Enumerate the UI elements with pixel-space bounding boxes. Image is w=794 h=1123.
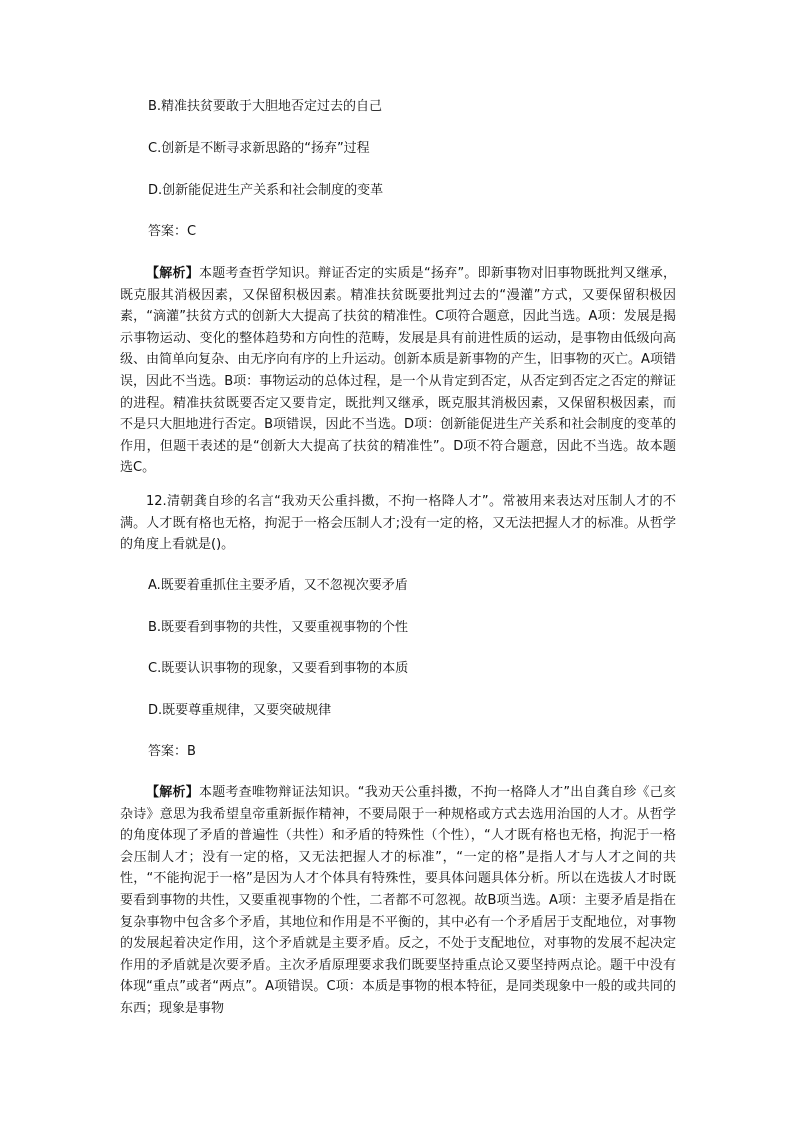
q11-analysis [120, 263, 676, 479]
q11-analysis-label: 【解析】 [146, 266, 199, 281]
q12-option-d: D.既要尊重规律，又要突破规律 [148, 703, 332, 718]
q11-option-b: B.精准扶贫要敢于大胆地否定过去的自己 [148, 99, 383, 114]
q11-option-d: D.创新能促进生产关系和社会制度的变革 [148, 183, 384, 198]
q12-analysis-label: 【解析】 [146, 785, 199, 800]
q12-answer: 答案：B [148, 744, 196, 759]
q11-analysis-text: 本题考查哲学知识。辩证否定的实质是“扬弃”。即新事物对旧事物既批判又继承，既克服其消极因素，又保留积极因素。精准扶贫既要批判过去的“漫灌”方式，又要保留积极因素，“滴灌”扶贫方式的创新大大提高了扶贫的精准性。C项符合题意，因此当选。A项：发展是揭示事物运动、变化的整体趋势和方向性的范畴，发展是具有前进性质的运动，是事物由低级向高级、由简单向复杂、由无序向有序的上升运动。创新本质是新事物的产生，旧事物的灭亡。A项错误，因此不当选。B项：事物运动的总体过程，是一个从肯定到否定，从否定到否定之否定的辩证的进程。精准扶贫既要否定又要肯定，既批判又继承，既克服其消极因素，又保留积极因素，而不是只大胆地进行否定。B项错误，因此不当选。D项：创新能促进生产关系和社会制度的变革的作用，但题干表述的是“创新大大提高了扶贫的精准性”。D项不符合题意，因此不当选。故本题选C。 [120, 266, 676, 476]
q12-analysis [120, 782, 676, 1020]
q12-option-c: C.既要认识事物的现象，又要看到事物的本质 [148, 661, 409, 676]
q12-stem: 12.清朝龚自珍的名言“我劝天公重抖擞，不拘一格降人才”。常被用来表达对压制人才的不满。人才既有格也无格，拘泥于一格会压制人才;没有一定的格，又无法把握人才的标准。从哲学的角度上看就是()。 [120, 494, 676, 553]
q11-option-c: C.创新是不断寻求新思路的“扬弃”过程 [148, 141, 370, 156]
q12-option-b: B.既要看到事物的共性，又要重视事物的个性 [148, 620, 409, 635]
q11-answer: 答案：C [148, 224, 197, 239]
q12-option-a: A.既要着重抓住主要矛盾，又不忽视次要矛盾 [148, 578, 408, 593]
q12-analysis-text: 本题考查唯物辩证法知识。“我劝天公重抖擞，不拘一格降人才”出自龚自珍《己亥杂诗》意思为我希望皇帝重新振作精神，不要局限于一种规格或方式去选用治国的人才。从哲学的角度体现了矛盾的普遍性（共性）和矛盾的特殊性（个性），“人才既有格也无格，拘泥于一格会压制人才；没有一定的格，又无法把握人才的标准”，“一定的格”是指人才与人才之间的共性，“不能拘泥于一格”是因为人才个体具有特殊性，要具体问题具体分析。所以在选拔人才时既要看到事物的共性，又要重视事物的个性，二者都不可忽视。故B项当选。A项：主要矛盾是指在复杂事物中包含多个矛盾，其地位和作用是不平衡的，其中必有一个矛盾居于支配地位，对事物的发展起着决定作用，这个矛盾就是主要矛盾。反之，不处于支配地位，对事物的发展不起决定作用的矛盾就是次要矛盾。主次矛盾原理要求我们既要坚持重点论又要坚持两点论。题干中没有体现“重点”或者“两点”。A项错误。C项：本质是事物的根本特征，是同类现象中一般的或共同的东西；现象是事物 [120, 785, 676, 1016]
